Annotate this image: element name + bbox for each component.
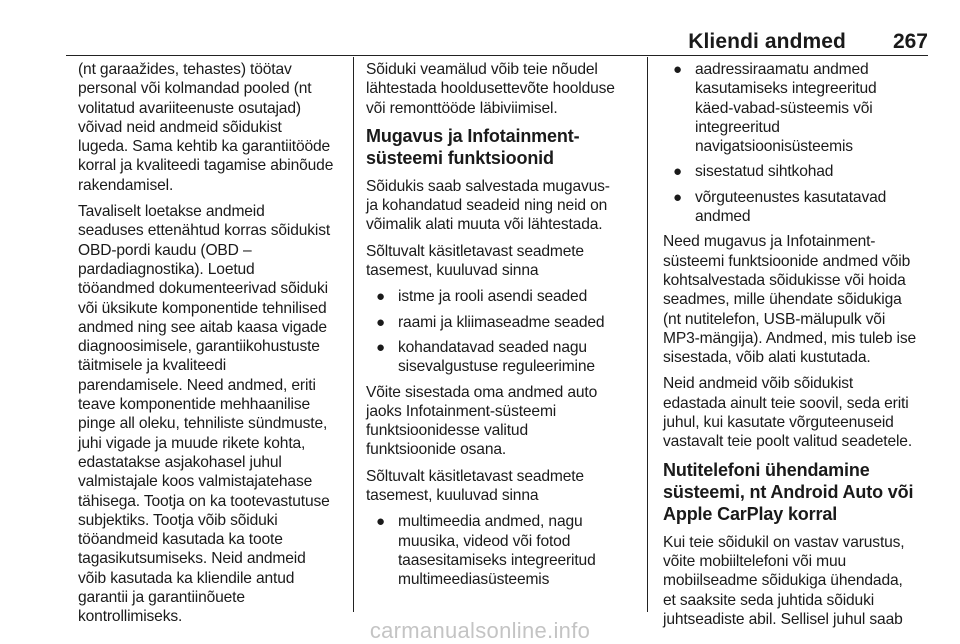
column-left	[78, 60, 348, 634]
text-line: volitatud avariiteenuste osutajad)	[78, 99, 301, 117]
text-line: edastatakse asjakohasel juhul	[78, 453, 282, 471]
bullet-icon: ●	[673, 163, 682, 181]
bullet-list	[663, 60, 948, 226]
section-heading	[366, 125, 636, 169]
text-line: korral ja kvaliteedi tagamise abinõude	[78, 157, 334, 175]
text-line: seadmes, mille ühendate sõidukiga	[663, 291, 902, 309]
text-line: pardadiagnostika). Loetud	[78, 260, 255, 278]
text-line: MP3-mängija). Andmed, mis tuleb ise	[663, 329, 917, 347]
text-line: lähtestada hooldusettevõte hoolduse	[366, 80, 615, 98]
text-line: Mugavus ja Infotainment-	[366, 125, 580, 146]
text-line: personal või kolmandad pooled (nt	[78, 80, 312, 98]
text-line: multimeedia andmed, nagu	[398, 513, 583, 531]
text-line: sisevalgustuse reguleerimine	[398, 358, 595, 376]
paragraph	[78, 202, 348, 627]
column-divider-2	[647, 57, 648, 612]
text-line: (nt garaažides, tehastes) töötav	[78, 61, 292, 78]
paragraph	[663, 533, 948, 629]
text-line: juhul, kui kasutate võrguteenuseid	[663, 414, 894, 432]
text-line: multimeediasüsteemis	[398, 571, 550, 589]
list-item	[366, 512, 636, 589]
text-line: (nt nutitelefon, USB-mälupulk või	[663, 310, 886, 328]
text-line: raami ja kliimaseadme seaded	[398, 313, 605, 331]
text-line: seaduses ettenähtud korras sõidukist	[78, 222, 331, 240]
text-line: Nutitelefoni ühendamine	[663, 459, 870, 480]
text-line: Tavaliselt loetakse andmeid	[78, 203, 265, 221]
text-line: juhi vigade ja muude rikete kohta,	[78, 434, 306, 452]
text-line: Neid andmeid võib sõidukist	[663, 375, 854, 393]
text-line: võivad neid andmeid sõidukist	[78, 118, 282, 136]
section-title: Kliendi andmed	[688, 30, 846, 53]
text-line: andmed	[695, 208, 751, 226]
text-line: tööandmeid kasutada ka toote	[78, 531, 283, 549]
text-line: istme ja rooli asendi seaded	[398, 288, 588, 306]
text-line: tööandmed dokumenteerivad sõiduki	[78, 280, 328, 298]
text-line: Sõiduki veamälud võib teie nõudel	[366, 61, 598, 78]
paragraph	[663, 232, 948, 367]
bullet-icon: ●	[376, 513, 385, 531]
text-line: lugeda. Sama kehtib ka garantiitööde	[78, 138, 331, 156]
text-line: Apple CarPlay korral	[663, 503, 838, 524]
paragraph	[366, 383, 636, 460]
text-line: võib kasutada ka kliendile antud	[78, 569, 295, 587]
text-line: võite mobiiltelefoni või muu	[663, 552, 847, 570]
text-line: et saaksite seda juhtida sõiduki	[663, 591, 875, 609]
text-line: aadressiraamatu andmed	[695, 61, 869, 78]
text-line: võimalik alati muuta või lähtestada.	[366, 216, 603, 234]
text-line: tasemest, kuuluvad sinna	[366, 487, 539, 505]
text-line: võrguteenustes kasutatavad	[695, 188, 887, 206]
bullet-icon: ●	[376, 338, 385, 356]
column-middle	[366, 60, 636, 596]
text-line: andmed ning see aitab kaasa vigade	[78, 318, 327, 336]
text-line: juhtseadiste abil. Sellisel juhul saab	[663, 610, 903, 628]
watermark: carmanualsonline.info	[369, 618, 591, 643]
list-item	[366, 338, 636, 377]
text-line: sisestatud sihtkohad	[695, 163, 834, 181]
text-line: kontrollimiseks.	[78, 608, 183, 626]
bullet-icon: ●	[673, 188, 682, 206]
text-line: tähisega. Tootja on ka tootevastutuse	[78, 492, 330, 510]
header-rule	[66, 55, 928, 56]
text-line: mobiilseadme sõidukiga ühendada,	[663, 572, 903, 590]
text-line: vastavalt teie poolt valitud seadetele.	[663, 433, 913, 451]
text-line: taasesitamiseks integreeritud	[398, 551, 596, 569]
text-line: või remonttööde läbiviimisel.	[366, 99, 558, 117]
page-number: 267	[892, 30, 928, 53]
text-line: Võite sisestada oma andmed auto	[366, 383, 598, 401]
text-line: kohandatavad seaded nagu	[398, 338, 587, 356]
text-line: süsteemi, nt Android Auto või	[663, 481, 914, 502]
text-line: jaoks Infotainment-süsteemi	[366, 402, 557, 420]
text-line: ja kohandatud seadeid ning neid on	[366, 197, 608, 215]
text-line: pinge all oleku, tehniliste sündmuste,	[78, 415, 328, 433]
paragraph	[366, 467, 636, 506]
column-right	[663, 60, 948, 636]
text-line: funktsioonidesse valitud	[366, 422, 528, 440]
text-line: funktsioonide osana.	[366, 441, 507, 459]
bullet-list	[366, 512, 636, 589]
text-line: navigatsioonisüsteemis	[695, 138, 853, 156]
bullet-list	[366, 287, 636, 376]
text-line: valmistajale koos valmistajatehase	[78, 473, 313, 491]
bullet-icon: ●	[376, 288, 385, 306]
text-line: parendamisele. Need andmed, eriti	[78, 376, 316, 394]
text-line: täitmisele ja kvaliteedi	[78, 357, 227, 375]
text-line: edastada ainult teie soovil, seda eriti	[663, 394, 909, 412]
text-line: OBD-pordi kaudu (OBD –	[78, 241, 252, 259]
text-line: teave komponentide mehhaanilise	[78, 396, 311, 414]
paragraph	[663, 374, 948, 451]
text-line: tagasikutsumiseks. Neid andmeid	[78, 550, 306, 568]
text-line: või üksikute komponentide tehnilised	[78, 299, 327, 317]
text-line: sisestada, võib alati kustutada.	[663, 349, 871, 367]
column-divider-1	[353, 57, 354, 612]
bullet-icon: ●	[376, 313, 385, 331]
text-line: Sõltuvalt käsitletavast seadmete	[366, 467, 584, 485]
list-item	[663, 162, 948, 181]
paragraph	[366, 60, 636, 118]
text-line: Kui teie sõidukil on vastav varustus,	[663, 533, 905, 551]
list-item	[663, 188, 948, 227]
list-item	[663, 60, 948, 156]
list-item	[366, 287, 636, 306]
text-line: integreeritud	[695, 118, 780, 136]
text-line: Sõltuvalt käsitletavast seadmete	[366, 242, 584, 260]
text-line: Sõidukis saab salvestada mugavus-	[366, 177, 610, 195]
section-heading	[663, 459, 948, 525]
text-line: subjektiks. Tootja võib sõiduki	[78, 511, 278, 529]
text-line: garantii ja garantiinõuete	[78, 589, 245, 607]
text-line: kasutamiseks integreeritud	[695, 80, 877, 98]
text-line: süsteemi funktsioonid	[366, 147, 554, 168]
text-line: rakendamisel.	[78, 176, 174, 194]
text-line: tasemest, kuuluvad sinna	[366, 262, 539, 280]
text-line: Need mugavus ja Infotainment-	[663, 233, 876, 251]
page-header	[66, 30, 928, 54]
text-line: süsteemi funktsioonide andmed võib	[663, 252, 911, 270]
paragraph	[78, 60, 348, 195]
list-item	[366, 313, 636, 332]
text-line: diagnoosimisele, garantiikohustuste	[78, 338, 320, 356]
text-line: muusika, videod või fotod	[398, 532, 571, 550]
paragraph	[366, 242, 636, 281]
bullet-icon: ●	[673, 61, 682, 78]
text-line: käed-vabad-süsteemis või	[695, 99, 873, 117]
paragraph	[366, 177, 636, 235]
text-line: kohtsalvestada sõidukisse või hoida	[663, 271, 906, 289]
